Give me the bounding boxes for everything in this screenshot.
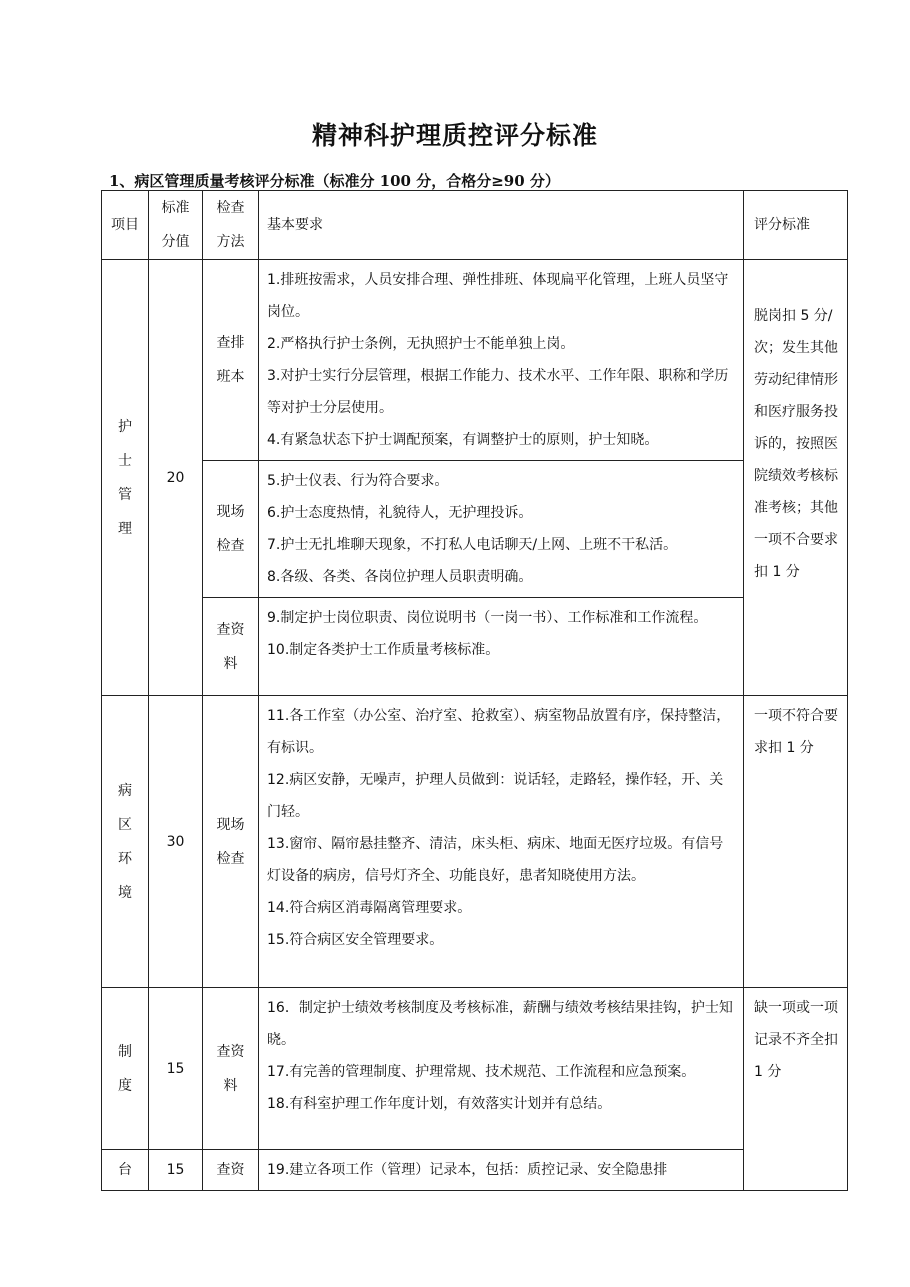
requirement-item: 5.护士仪表、行为符合要求。 [267,473,449,489]
item-cell: 制度 [102,988,149,1150]
section-title: 1、病区管理质量考核评分标准（标准分 100 分，合格分≥90 分） [109,172,560,190]
requirement-item: 6.护士态度热情，礼貌待人，无护理投诉。 [267,505,533,521]
header-score: 标准分值 [149,191,203,260]
scoring-table [101,190,848,1191]
requirement-item: 2.严格执行护士条例，无执照护士不能单独上岗。 [267,336,575,352]
header-method: 检查方法 [203,191,259,260]
item-cell: 病区环境 [102,696,149,988]
requirement-item: 1.排班按需求，人员安排合理、弹性排班、体现扁平化管理，上班人员坚守岗位。 [267,272,729,320]
requirement-item: 7.护士无扎堆聊天现象，不打私人电话聊天/上网、上班不干私活。 [267,537,678,553]
table-row [102,598,848,696]
table-header-row [102,191,848,260]
table-row [102,461,848,598]
score-cell: 15 [149,1150,203,1191]
method-cell: 查资料 [203,598,259,696]
requirement-item: 16．制定护士绩效考核制度及考核标准，薪酬与绩效考核结果挂钩，护士知晓。 [267,1000,733,1048]
item-cell: 护士管理 [102,260,149,696]
method-cell: 查排班本 [203,260,259,461]
score-cell: 30 [149,696,203,988]
requirement-cell [259,1150,744,1191]
requirement-cell [259,696,744,988]
requirement-item: 14.符合病区消毒隔离管理要求。 [267,900,472,916]
criteria-cell: 缺一项或一项记录不齐全扣 1 分 [744,988,848,1191]
method-cell: 现场检查 [203,696,259,988]
header-criteria: 评分标准 [744,191,848,260]
requirement-cell [259,988,744,1150]
header-item: 项目 [102,191,149,260]
method-cell: 查资料 [203,988,259,1150]
requirement-cell [259,598,744,696]
requirement-cell [259,260,744,461]
requirement-item: 18.有科室护理工作年度计划，有效落实计划并有总结。 [267,1096,612,1112]
method-cell: 查资 [203,1150,259,1191]
requirement-item: 8.各级、各类、各岗位护理人员职责明确。 [267,569,533,585]
document-title: 精神科护理质控评分标准 [311,121,598,150]
table-row [102,1150,848,1191]
requirement-item: 12.病区安静，无噪声，护理人员做到：说话轻，走路轻，操作轻，开、关门轻。 [267,772,724,820]
table-row [102,988,848,1150]
requirement-cell [259,461,744,598]
header-requirement: 基本要求 [259,191,744,260]
requirement-item: 19.建立各项工作（管理）记录本，包括：质控记录、安全隐患排 [267,1162,668,1178]
score-cell: 15 [149,988,203,1150]
item-cell: 台 [102,1150,149,1191]
criteria-cell: 脱岗扣 5 分/次；发生其他劳动纪律情形和医疗服务投诉的，按照医院绩效考核标准考核；其他一项不合要求扣 1 分 [744,260,848,696]
score-cell: 20 [149,260,203,696]
requirement-item: 13.窗帘、隔帘悬挂整齐、清洁，床头柜、病床、地面无医疗垃圾。有信号灯设备的病房，信号灯齐全、功能良好，患者知晓使用方法。 [267,836,724,884]
requirement-item: 3.对护士实行分层管理，根据工作能力、技术水平、工作年限、职称和学历等对护士分层使用。 [267,368,729,416]
requirement-item: 11.各工作室（办公室、治疗室、抢救室）、病室物品放置有序，保持整洁，有标识。 [267,708,731,756]
requirement-item: 17.有完善的管理制度、护理常规、技术规范、工作流程和应急预案。 [267,1064,696,1080]
method-cell: 现场检查 [203,461,259,598]
requirement-item: 9.制定护士岗位职责、岗位说明书（一岗一书）、工作标准和工作流程。 [267,610,708,626]
criteria-cell: 一项不符合要求扣 1 分 [744,696,848,988]
requirement-item: 4.有紧急状态下护士调配预案，有调整护士的原则，护士知晓。 [267,432,659,448]
table-row [102,696,848,988]
requirement-item: 15.符合病区安全管理要求。 [267,932,444,948]
table-row [102,260,848,461]
requirement-item: 10.制定各类护士工作质量考核标准。 [267,642,500,658]
